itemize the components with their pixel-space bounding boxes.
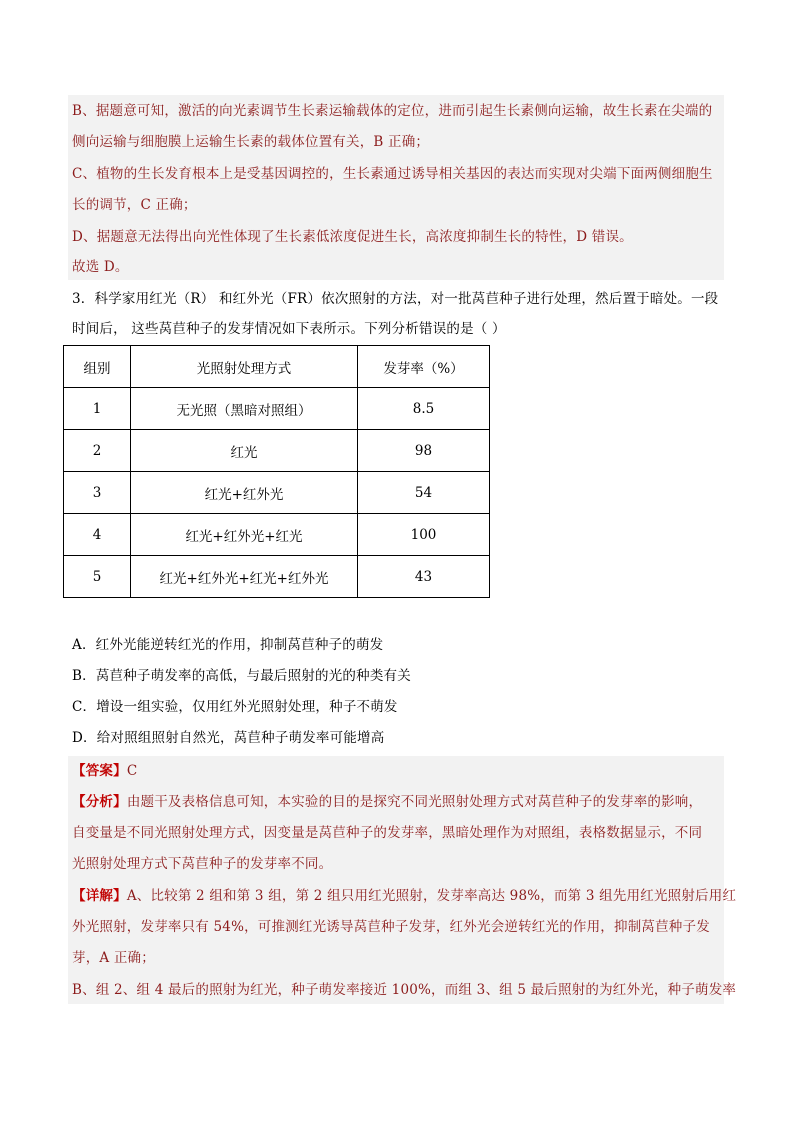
answer-tag: 【答案】 <box>72 763 127 779</box>
table-cell: 54 <box>358 472 490 514</box>
answer-value: C <box>126 763 138 779</box>
table-row <box>64 388 490 430</box>
table-cell: 红光+红外光+红光+红外光 <box>131 556 358 598</box>
table-cell: 红光 <box>131 430 358 472</box>
detail-line-4: B、组 2、组 4 最后的照射为红光，种子萌发率接近 100%，而组 3、组 5 最后照射的为红外光，种子萌发率 <box>72 982 737 998</box>
table-cell: 98 <box>358 430 490 472</box>
table-row <box>64 472 490 514</box>
table-row <box>64 556 490 598</box>
analysis-line-3: 光照射处理方式下莴苣种子的发芽率不同。 <box>72 856 333 872</box>
analysis-line-2: 自变量是不同光照射处理方式，因变量是莴苣种子的发芽率，黑暗处理作为对照组，表格数据显示，不同 <box>72 825 703 841</box>
germination-table <box>63 345 490 598</box>
prev-answer-line-6: 故选 D。 <box>72 259 129 275</box>
detail-line-2: 外光照射，发芽率只有 54%，可推测红光诱导莴苣种子发芽，红外光会逆转红光的作用，抑制莴苣种子发 <box>72 919 710 935</box>
table-cell: 红光+红外光+红光 <box>131 514 358 556</box>
table-row <box>64 514 490 556</box>
analysis-text: 由题干及表格信息可知，本实验的目的是探究不同光照射处理方式对莴苣种子的发芽率的影响， <box>126 794 703 810</box>
answer-line <box>72 761 137 781</box>
table-cell: 3 <box>64 472 131 514</box>
table-cell: 43 <box>358 556 490 598</box>
detail-line-3: 芽，A 正确； <box>72 950 155 966</box>
question-line-2: 时间后， 这些莴苣种子的发芽情况如下表所示。下列分析错误的是（ ） <box>72 321 506 337</box>
table-cell: 4 <box>64 514 131 556</box>
option-b: B．莴苣种子萌发率的高低，与最后照射的光的种类有关 <box>72 668 411 684</box>
prev-answer-shading <box>68 95 724 280</box>
table-cell: 100 <box>358 514 490 556</box>
detail-line-1 <box>72 886 736 906</box>
table-cell: 8.5 <box>358 388 490 430</box>
option-a: A．红外光能逆转红光的作用，抑制莴苣种子的萌发 <box>72 637 384 653</box>
analysis-line-1 <box>72 792 702 812</box>
table-cell: 红光+红外光 <box>131 472 358 514</box>
table-row <box>64 430 490 472</box>
prev-answer-line-2: 侧向运输与细胞膜上运输生长素的载体位置有关，B 正确； <box>72 134 430 150</box>
table-header-cell: 发芽率（%） <box>358 346 490 388</box>
prev-answer-line-5: D、据题意无法得出向光性体现了生长素低浓度促进生长，高浓度抑制生长的特性，D 错误。 <box>72 229 633 245</box>
prev-answer-line-3: C、植物的生长发育根本上是受基因调控的，生长素通过诱导相关基因的表达而实现对尖端下面两侧细胞生 <box>72 166 713 182</box>
detail-tag: 【详解】 <box>72 888 127 904</box>
table-header-cell: 光照射处理方式 <box>131 346 358 388</box>
table-cell: 2 <box>64 430 131 472</box>
table-cell: 5 <box>64 556 131 598</box>
detail-text: A、比较第 2 组和第 3 组，第 2 组只用红光照射，发芽率高达 98%，而第 3 组先用红光照射后用红 <box>126 888 737 904</box>
analysis-tag: 【分析】 <box>72 794 127 810</box>
option-c: C．增设一组实验，仅用红外光照射处理，种子不萌发 <box>72 699 398 715</box>
table-header-row <box>64 346 490 388</box>
prev-answer-line-1: B、据题意可知，激活的向光素调节生长素运输载体的定位，进而引起生长素侧向运输，故生长素在尖端的 <box>72 103 713 119</box>
table-cell: 无光照（黑暗对照组） <box>131 388 358 430</box>
table-cell: 1 <box>64 388 131 430</box>
option-d: D．给对照组照射自然光，莴苣种子萌发率可能增高 <box>72 730 385 746</box>
prev-answer-line-4: 长的调节，C 正确； <box>72 197 197 213</box>
question-line-1: 3．科学家用红光（R） 和红外光（FR）依次照射的方法，对一批莴苣种子进行处理，然后置于暗处。一段 <box>72 291 719 307</box>
table-header-cell: 组别 <box>64 346 131 388</box>
